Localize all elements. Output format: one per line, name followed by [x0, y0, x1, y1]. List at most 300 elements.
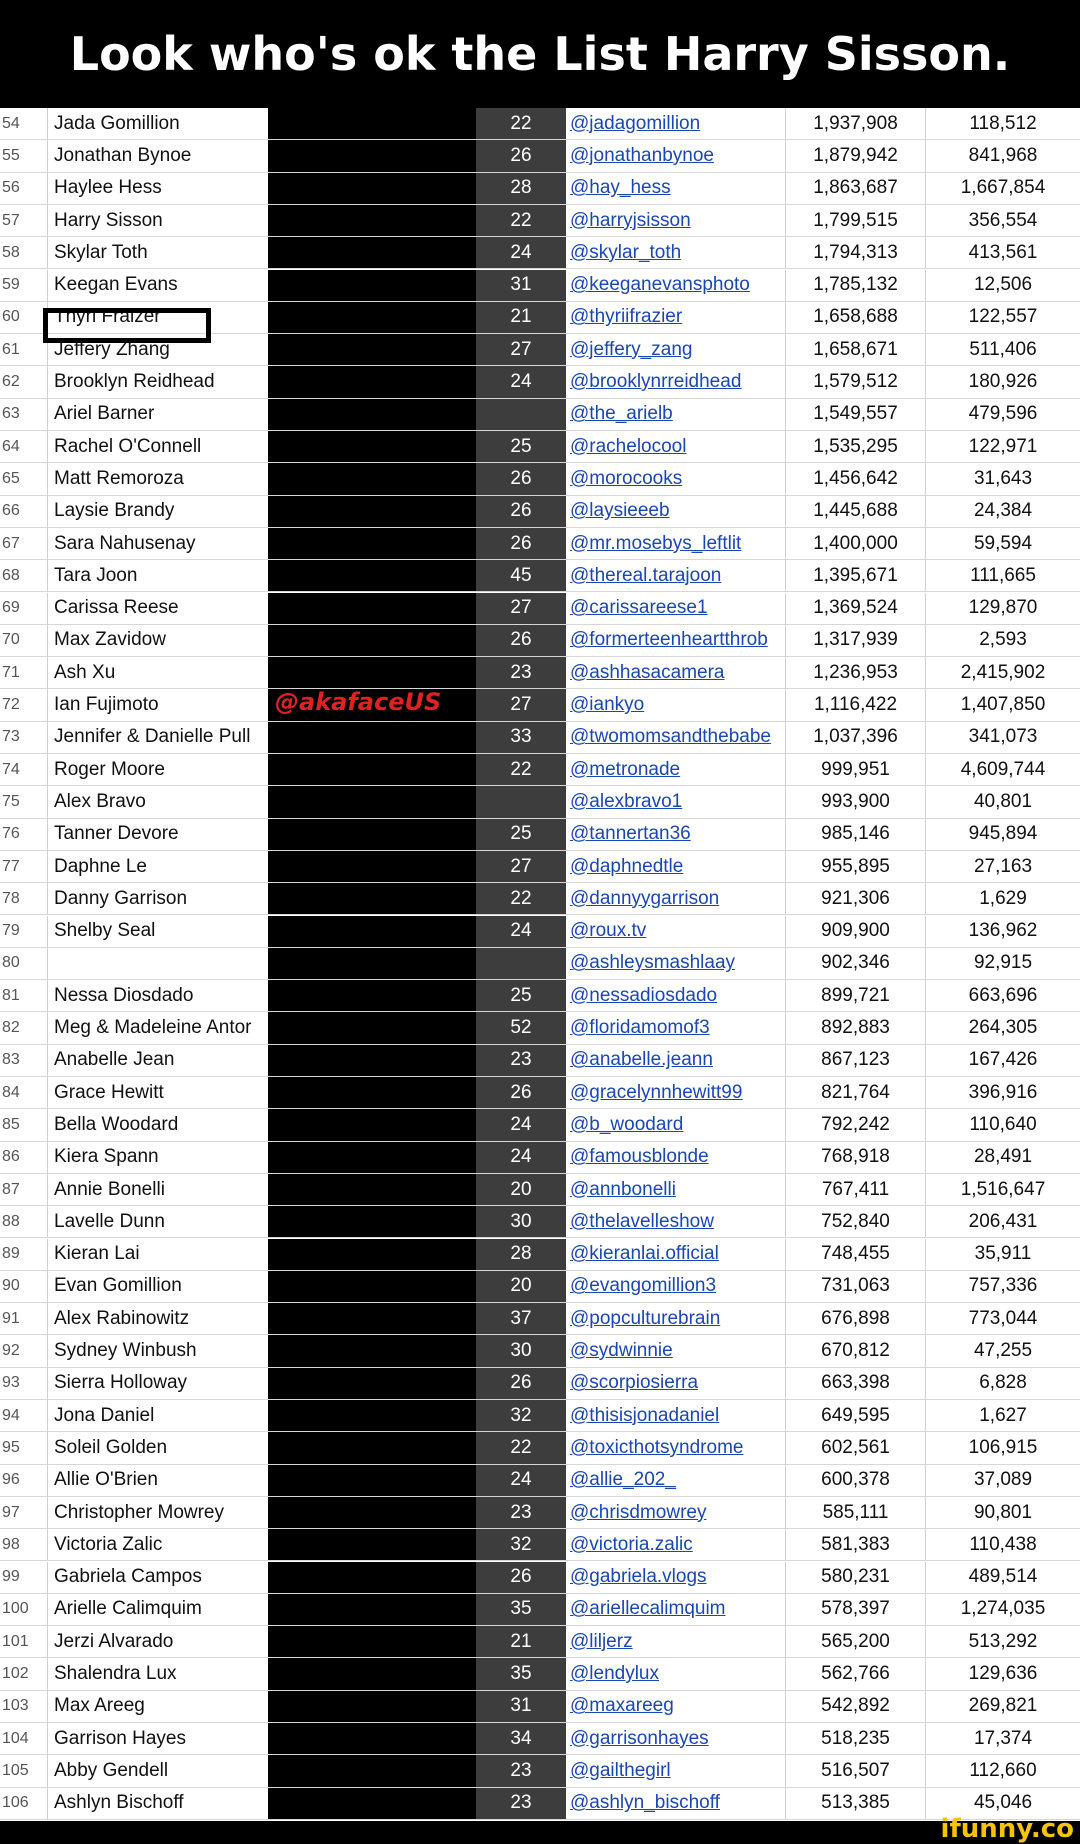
secondary-count-cell[interactable]: 206,431: [968, 1210, 1038, 1232]
age-cell[interactable]: 24: [476, 1142, 566, 1173]
followers-cell[interactable]: 1,317,939: [786, 625, 926, 656]
handle-link[interactable]: @carissareese1: [566, 593, 786, 624]
followers-cell[interactable]: 1,369,524: [786, 593, 926, 624]
name-cell[interactable]: Victoria Zalic: [54, 1533, 163, 1555]
age-cell[interactable]: 22: [476, 754, 566, 785]
secondary-count-cell[interactable]: 90,801: [973, 1501, 1033, 1523]
age-cell[interactable]: 26: [476, 463, 566, 494]
handle-link[interactable]: @chrisdmowrey: [566, 1497, 786, 1528]
followers-cell[interactable]: 1,456,642: [786, 463, 926, 494]
table-row[interactable]: [0, 1626, 1080, 1658]
followers-cell[interactable]: 902,346: [786, 948, 926, 979]
table-row[interactable]: [0, 1562, 1080, 1594]
name-cell[interactable]: Meg & Madeleine Antor: [54, 1017, 252, 1039]
age-cell[interactable]: 25: [476, 431, 566, 462]
secondary-count-cell[interactable]: 1,274,035: [960, 1598, 1046, 1620]
age-cell[interactable]: 27: [476, 851, 566, 882]
name-cell[interactable]: Sierra Holloway: [54, 1372, 188, 1394]
age-cell[interactable]: 26: [476, 1368, 566, 1399]
handle-link[interactable]: @tannertan36: [566, 819, 786, 850]
table-row[interactable]: [0, 722, 1080, 754]
age-cell[interactable]: 28: [476, 1239, 566, 1270]
name-cell[interactable]: Anabelle Jean: [54, 1049, 175, 1071]
handle-link[interactable]: @twomomsandthebabe: [566, 722, 786, 753]
followers-cell[interactable]: 999,951: [786, 754, 926, 785]
name-cell[interactable]: Harry Sisson: [54, 209, 163, 231]
secondary-count-cell[interactable]: 129,636: [968, 1663, 1038, 1685]
age-cell[interactable]: 21: [476, 302, 566, 333]
secondary-count-cell[interactable]: 663,696: [968, 984, 1038, 1006]
age-cell[interactable]: 23: [476, 1497, 566, 1528]
table-row[interactable]: [0, 1109, 1080, 1141]
followers-cell[interactable]: 821,764: [786, 1077, 926, 1108]
name-cell[interactable]: [48, 948, 268, 979]
followers-cell[interactable]: 955,895: [786, 851, 926, 882]
secondary-count-cell[interactable]: 27,163: [973, 855, 1033, 877]
age-cell[interactable]: 26: [476, 496, 566, 527]
handle-link[interactable]: @formerteenheartthrob: [566, 625, 786, 656]
name-cell[interactable]: Alex Rabinowitz: [54, 1307, 190, 1329]
table-row[interactable]: [0, 1239, 1080, 1271]
age-cell[interactable]: 22: [476, 205, 566, 236]
followers-cell[interactable]: 600,378: [786, 1465, 926, 1496]
age-cell[interactable]: 22: [476, 883, 566, 914]
name-cell[interactable]: Alex Bravo: [54, 790, 146, 812]
table-row[interactable]: [0, 1465, 1080, 1497]
name-cell[interactable]: Ashlyn Bischoff: [54, 1792, 184, 1814]
followers-cell[interactable]: 1,549,557: [786, 399, 926, 430]
followers-cell[interactable]: 649,595: [786, 1400, 926, 1431]
name-cell[interactable]: Keegan Evans: [54, 274, 178, 296]
followers-cell[interactable]: 1,116,422: [786, 689, 926, 720]
secondary-count-cell[interactable]: 129,870: [968, 597, 1038, 619]
handle-link[interactable]: @scorpiosierra: [566, 1368, 786, 1399]
table-row[interactable]: [0, 560, 1080, 592]
table-row[interactable]: [0, 463, 1080, 495]
secondary-count-cell[interactable]: 136,962: [968, 920, 1038, 942]
name-cell[interactable]: Jerzi Alvarado: [54, 1630, 174, 1652]
secondary-count-cell[interactable]: 4,609,744: [960, 758, 1046, 780]
age-cell[interactable]: 27: [476, 334, 566, 365]
followers-cell[interactable]: 1,658,688: [786, 302, 926, 333]
age-cell[interactable]: 35: [476, 1658, 566, 1689]
name-cell[interactable]: Jeffery Zhang: [54, 338, 170, 360]
name-cell[interactable]: Nessa Diosdado: [54, 984, 194, 1006]
table-row[interactable]: [0, 1012, 1080, 1044]
name-cell[interactable]: Soleil Golden: [54, 1436, 168, 1458]
followers-cell[interactable]: 676,898: [786, 1303, 926, 1334]
followers-cell[interactable]: 1,794,313: [786, 237, 926, 268]
name-cell[interactable]: Annie Bonelli: [54, 1178, 165, 1200]
table-row[interactable]: [0, 496, 1080, 528]
handle-link[interactable]: @ashlyn_bischoff: [566, 1788, 786, 1819]
table-row[interactable]: [0, 851, 1080, 883]
handle-link[interactable]: @gailthegirl: [566, 1755, 786, 1786]
table-row[interactable]: [0, 1691, 1080, 1723]
handle-link[interactable]: @dannyygarrison: [566, 883, 786, 914]
followers-cell[interactable]: 1,395,671: [786, 560, 926, 591]
secondary-count-cell[interactable]: 31,643: [973, 467, 1033, 489]
secondary-count-cell[interactable]: 356,554: [968, 209, 1038, 231]
handle-link[interactable]: @liljerz: [566, 1626, 786, 1657]
secondary-count-cell[interactable]: 110,640: [969, 1113, 1037, 1135]
handle-link[interactable]: @victoria.zalic: [566, 1529, 786, 1560]
followers-cell[interactable]: 767,411: [786, 1174, 926, 1205]
secondary-count-cell[interactable]: 180,926: [968, 371, 1038, 393]
handle-link[interactable]: @mr.mosebys_leftlit: [566, 528, 786, 559]
age-cell[interactable]: [476, 399, 566, 430]
name-cell[interactable]: Max Zavidow: [54, 629, 166, 651]
name-cell[interactable]: Bella Woodard: [54, 1113, 179, 1135]
table-row[interactable]: [0, 237, 1080, 269]
name-cell[interactable]: Tara Joon: [54, 564, 138, 586]
secondary-count-cell[interactable]: 28,491: [973, 1146, 1033, 1168]
followers-cell[interactable]: 1,579,512: [786, 366, 926, 397]
followers-cell[interactable]: 542,892: [786, 1691, 926, 1722]
handle-link[interactable]: @jeffery_zang: [566, 334, 786, 365]
secondary-count-cell[interactable]: 122,971: [968, 435, 1038, 457]
name-cell[interactable]: Evan Gomillion: [54, 1275, 182, 1297]
name-cell[interactable]: Jada Gomillion: [54, 112, 180, 134]
followers-cell[interactable]: 1,037,396: [786, 722, 926, 753]
secondary-count-cell[interactable]: 111,665: [970, 564, 1036, 586]
secondary-count-cell[interactable]: 37,089: [973, 1469, 1033, 1491]
handle-link[interactable]: @thyriifrazier: [566, 302, 786, 333]
age-cell[interactable]: 24: [476, 1465, 566, 1496]
name-cell[interactable]: Matt Remoroza: [54, 467, 184, 489]
handle-link[interactable]: @floridamomof3: [566, 1012, 786, 1043]
handle-link[interactable]: @maxareeg: [566, 1691, 786, 1722]
secondary-count-cell[interactable]: 773,044: [968, 1307, 1038, 1329]
table-row[interactable]: [0, 1788, 1080, 1820]
age-cell[interactable]: 31: [476, 270, 566, 301]
age-cell[interactable]: 21: [476, 1626, 566, 1657]
table-row[interactable]: [0, 334, 1080, 366]
name-cell[interactable]: Lavelle Dunn: [54, 1210, 165, 1232]
name-cell[interactable]: Roger Moore: [54, 758, 165, 780]
handle-link[interactable]: @kieranlai.official: [566, 1239, 786, 1270]
name-cell[interactable]: Haylee Hess: [54, 177, 162, 199]
age-cell[interactable]: 27: [476, 689, 566, 720]
age-cell[interactable]: 20: [476, 1174, 566, 1205]
secondary-count-cell[interactable]: 511,406: [969, 338, 1037, 360]
name-cell[interactable]: Ariel Barner: [54, 403, 155, 425]
age-cell[interactable]: 26: [476, 1562, 566, 1593]
secondary-count-cell[interactable]: 40,801: [973, 790, 1033, 812]
followers-cell[interactable]: 1,863,687: [786, 173, 926, 204]
table-row[interactable]: [0, 593, 1080, 625]
handle-link[interactable]: @morocooks: [566, 463, 786, 494]
handle-link[interactable]: @ashleysmashlaay: [566, 948, 786, 979]
secondary-count-cell[interactable]: 489,514: [968, 1566, 1038, 1588]
age-cell[interactable]: 31: [476, 1691, 566, 1722]
handle-link[interactable]: @roux.tv: [566, 916, 786, 947]
secondary-count-cell[interactable]: 1,407,850: [960, 694, 1046, 716]
name-cell[interactable]: Ian Fujimoto: [54, 694, 159, 716]
name-cell[interactable]: Shalendra Lux: [54, 1663, 177, 1685]
name-cell[interactable]: Danny Garrison: [54, 887, 188, 909]
handle-link[interactable]: @ashhasacamera: [566, 657, 786, 688]
age-cell[interactable]: [476, 948, 566, 979]
followers-cell[interactable]: 1,400,000: [786, 528, 926, 559]
name-cell[interactable]: Sara Nahusenay: [54, 532, 196, 554]
secondary-count-cell[interactable]: 118,512: [969, 112, 1037, 134]
handle-link[interactable]: @nessadiosdado: [566, 980, 786, 1011]
handle-link[interactable]: @daphnedtle: [566, 851, 786, 882]
followers-cell[interactable]: 670,812: [786, 1335, 926, 1366]
table-row[interactable]: [0, 689, 1080, 721]
name-cell[interactable]: Daphne Le: [54, 855, 147, 877]
name-cell[interactable]: Jennifer & Danielle Pull: [54, 726, 251, 748]
handle-link[interactable]: @keeganevansphoto: [566, 270, 786, 301]
handle-link[interactable]: @allie_202_: [566, 1465, 786, 1496]
name-cell[interactable]: Max Areeg: [54, 1695, 145, 1717]
secondary-count-cell[interactable]: 45,046: [973, 1792, 1033, 1814]
table-row[interactable]: [0, 980, 1080, 1012]
followers-cell[interactable]: 748,455: [786, 1239, 926, 1270]
table-row[interactable]: [0, 1045, 1080, 1077]
handle-link[interactable]: @thelavelleshow: [566, 1206, 786, 1237]
handle-link[interactable]: @harryjsisson: [566, 205, 786, 236]
table-row[interactable]: [0, 1723, 1080, 1755]
name-cell[interactable]: Sydney Winbush: [54, 1340, 197, 1362]
followers-cell[interactable]: 899,721: [786, 980, 926, 1011]
handle-link[interactable]: @thisisjonadaniel: [566, 1400, 786, 1431]
handle-link[interactable]: @hay_hess: [566, 173, 786, 204]
secondary-count-cell[interactable]: 17,374: [973, 1727, 1033, 1749]
name-cell[interactable]: Jonathan Bynoe: [54, 144, 192, 166]
table-row[interactable]: [0, 1755, 1080, 1787]
followers-cell[interactable]: 909,900: [786, 916, 926, 947]
table-row[interactable]: [0, 1658, 1080, 1690]
table-row[interactable]: [0, 883, 1080, 915]
handle-link[interactable]: @gracelynnhewitt99: [566, 1077, 786, 1108]
table-row[interactable]: [0, 270, 1080, 302]
followers-cell[interactable]: 562,766: [786, 1658, 926, 1689]
handle-link[interactable]: @metronade: [566, 754, 786, 785]
handle-link[interactable]: @toxicthotsyndrome: [566, 1432, 786, 1463]
age-cell[interactable]: 22: [476, 1432, 566, 1463]
table-row[interactable]: [0, 625, 1080, 657]
handle-link[interactable]: @thereal.tarajoon: [566, 560, 786, 591]
table-row[interactable]: [0, 1432, 1080, 1464]
age-cell[interactable]: 24: [476, 916, 566, 947]
name-cell[interactable]: Ash Xu: [54, 661, 116, 683]
name-cell[interactable]: Carissa Reese: [54, 597, 179, 619]
secondary-count-cell[interactable]: 841,968: [968, 144, 1038, 166]
table-row[interactable]: [0, 1335, 1080, 1367]
followers-cell[interactable]: 1,236,953: [786, 657, 926, 688]
secondary-count-cell[interactable]: 47,255: [973, 1340, 1033, 1362]
secondary-count-cell[interactable]: 1,629: [979, 887, 1027, 909]
followers-cell[interactable]: 1,658,671: [786, 334, 926, 365]
age-cell[interactable]: 45: [476, 560, 566, 591]
secondary-count-cell[interactable]: 2,593: [979, 629, 1027, 651]
table-row[interactable]: [0, 1400, 1080, 1432]
age-cell[interactable]: 20: [476, 1271, 566, 1302]
age-cell[interactable]: 33: [476, 722, 566, 753]
age-cell[interactable]: 32: [476, 1529, 566, 1560]
followers-cell[interactable]: 518,235: [786, 1723, 926, 1754]
secondary-count-cell[interactable]: 2,415,902: [960, 661, 1046, 683]
followers-cell[interactable]: 993,900: [786, 786, 926, 817]
name-cell[interactable]: Laysie Brandy: [54, 500, 175, 522]
age-cell[interactable]: 25: [476, 819, 566, 850]
handle-link[interactable]: @jonathanbynoe: [566, 140, 786, 171]
followers-cell[interactable]: 580,231: [786, 1562, 926, 1593]
secondary-count-cell[interactable]: 757,336: [968, 1275, 1038, 1297]
table-row[interactable]: [0, 173, 1080, 205]
name-cell[interactable]: Thyri Fraizer: [54, 306, 161, 328]
age-cell[interactable]: [476, 786, 566, 817]
secondary-count-cell[interactable]: 945,894: [968, 823, 1038, 845]
age-cell[interactable]: 26: [476, 140, 566, 171]
handle-link[interactable]: @jadagomillion: [566, 108, 786, 139]
age-cell[interactable]: 35: [476, 1594, 566, 1625]
age-cell[interactable]: 26: [476, 1077, 566, 1108]
followers-cell[interactable]: 867,123: [786, 1045, 926, 1076]
handle-link[interactable]: @iankyo: [566, 689, 786, 720]
table-row[interactable]: [0, 1368, 1080, 1400]
secondary-count-cell[interactable]: 112,660: [969, 1759, 1037, 1781]
age-cell[interactable]: 37: [476, 1303, 566, 1334]
name-cell[interactable]: Gabriela Campos: [54, 1566, 202, 1588]
followers-cell[interactable]: 892,883: [786, 1012, 926, 1043]
followers-cell[interactable]: 581,383: [786, 1529, 926, 1560]
table-row[interactable]: [0, 1529, 1080, 1561]
followers-cell[interactable]: 731,063: [786, 1271, 926, 1302]
secondary-count-cell[interactable]: 167,426: [968, 1049, 1038, 1071]
secondary-count-cell[interactable]: 413,561: [968, 241, 1038, 263]
secondary-count-cell[interactable]: 106,915: [968, 1436, 1038, 1458]
age-cell[interactable]: 34: [476, 1723, 566, 1754]
followers-cell[interactable]: 1,799,515: [786, 205, 926, 236]
table-row[interactable]: [0, 431, 1080, 463]
table-row[interactable]: [0, 1271, 1080, 1303]
handle-link[interactable]: @skylar_toth: [566, 237, 786, 268]
age-cell[interactable]: 26: [476, 625, 566, 656]
age-cell[interactable]: 24: [476, 366, 566, 397]
table-row[interactable]: [0, 819, 1080, 851]
table-row[interactable]: [0, 754, 1080, 786]
age-cell[interactable]: 22: [476, 108, 566, 139]
followers-cell[interactable]: 1,879,942: [786, 140, 926, 171]
followers-cell[interactable]: 921,306: [786, 883, 926, 914]
table-row[interactable]: [0, 399, 1080, 431]
followers-cell[interactable]: 565,200: [786, 1626, 926, 1657]
followers-cell[interactable]: 602,561: [786, 1432, 926, 1463]
handle-link[interactable]: @annbonelli: [566, 1174, 786, 1205]
age-cell[interactable]: 23: [476, 657, 566, 688]
secondary-count-cell[interactable]: 1,516,647: [960, 1178, 1046, 1200]
handle-link[interactable]: @brooklynrreidhead: [566, 366, 786, 397]
table-row[interactable]: [0, 916, 1080, 948]
age-cell[interactable]: 27: [476, 593, 566, 624]
name-cell[interactable]: Garrison Hayes: [54, 1727, 186, 1749]
table-row[interactable]: [0, 1077, 1080, 1109]
secondary-count-cell[interactable]: 24,384: [973, 500, 1033, 522]
handle-link[interactable]: @laysieeeb: [566, 496, 786, 527]
secondary-count-cell[interactable]: 269,821: [968, 1695, 1038, 1717]
table-row[interactable]: [0, 1206, 1080, 1238]
followers-cell[interactable]: 513,385: [786, 1788, 926, 1819]
secondary-count-cell[interactable]: 513,292: [968, 1630, 1038, 1652]
table-row[interactable]: [0, 657, 1080, 689]
age-cell[interactable]: 24: [476, 1109, 566, 1140]
handle-link[interactable]: @ariellecalimquim: [566, 1594, 786, 1625]
followers-cell[interactable]: 585,111: [786, 1497, 926, 1528]
followers-cell[interactable]: 578,397: [786, 1594, 926, 1625]
age-cell[interactable]: 23: [476, 1755, 566, 1786]
followers-cell[interactable]: 985,146: [786, 819, 926, 850]
followers-cell[interactable]: 1,785,132: [786, 270, 926, 301]
table-row[interactable]: [0, 948, 1080, 980]
handle-link[interactable]: @garrisonhayes: [566, 1723, 786, 1754]
handle-link[interactable]: @anabelle.jeann: [566, 1045, 786, 1076]
handle-link[interactable]: @rachelocool: [566, 431, 786, 462]
table-row[interactable]: [0, 205, 1080, 237]
table-row[interactable]: [0, 1174, 1080, 1206]
handle-link[interactable]: @lendylux: [566, 1658, 786, 1689]
handle-link[interactable]: @evangomillion3: [566, 1271, 786, 1302]
name-cell[interactable]: Kiera Spann: [54, 1146, 159, 1168]
age-cell[interactable]: 30: [476, 1206, 566, 1237]
secondary-count-cell[interactable]: 6,828: [979, 1372, 1027, 1394]
age-cell[interactable]: 30: [476, 1335, 566, 1366]
name-cell[interactable]: Brooklyn Reidhead: [54, 371, 215, 393]
secondary-count-cell[interactable]: 12,506: [973, 274, 1033, 296]
name-cell[interactable]: Arielle Calimquim: [54, 1598, 202, 1620]
table-row[interactable]: [0, 786, 1080, 818]
handle-link[interactable]: @alexbravo1: [566, 786, 786, 817]
secondary-count-cell[interactable]: 35,911: [974, 1243, 1032, 1265]
secondary-count-cell[interactable]: 1,667,854: [960, 177, 1046, 199]
age-cell[interactable]: 23: [476, 1045, 566, 1076]
table-row[interactable]: [0, 528, 1080, 560]
table-row[interactable]: [0, 1303, 1080, 1335]
handle-link[interactable]: @popculturebrain: [566, 1303, 786, 1334]
secondary-count-cell[interactable]: 122,557: [968, 306, 1038, 328]
name-cell[interactable]: Christopher Mowrey: [54, 1501, 224, 1523]
secondary-count-cell[interactable]: 92,915: [973, 952, 1033, 974]
secondary-count-cell[interactable]: 479,596: [968, 403, 1038, 425]
secondary-count-cell[interactable]: 396,916: [968, 1081, 1038, 1103]
followers-cell[interactable]: 663,398: [786, 1368, 926, 1399]
handle-link[interactable]: @the_arielb: [566, 399, 786, 430]
name-cell[interactable]: Allie O'Brien: [54, 1469, 158, 1491]
table-row[interactable]: [0, 108, 1080, 140]
handle-link[interactable]: @famousblonde: [566, 1142, 786, 1173]
followers-cell[interactable]: 516,507: [786, 1755, 926, 1786]
name-cell[interactable]: Abby Gendell: [54, 1759, 169, 1781]
table-row[interactable]: [0, 1594, 1080, 1626]
name-cell[interactable]: Skylar Toth: [54, 241, 148, 263]
name-cell[interactable]: Grace Hewitt: [54, 1081, 164, 1103]
followers-cell[interactable]: 752,840: [786, 1206, 926, 1237]
secondary-count-cell[interactable]: 1,627: [979, 1404, 1027, 1426]
table-row[interactable]: [0, 1497, 1080, 1529]
name-cell[interactable]: Kieran Lai: [54, 1243, 140, 1265]
age-cell[interactable]: 25: [476, 980, 566, 1011]
age-cell[interactable]: 23: [476, 1788, 566, 1819]
name-cell[interactable]: Jona Daniel: [54, 1404, 155, 1426]
secondary-count-cell[interactable]: 341,073: [968, 726, 1038, 748]
age-cell[interactable]: 24: [476, 237, 566, 268]
table-row[interactable]: [0, 1142, 1080, 1174]
age-cell[interactable]: 32: [476, 1400, 566, 1431]
followers-cell[interactable]: 768,918: [786, 1142, 926, 1173]
handle-link[interactable]: @sydwinnie: [566, 1335, 786, 1366]
